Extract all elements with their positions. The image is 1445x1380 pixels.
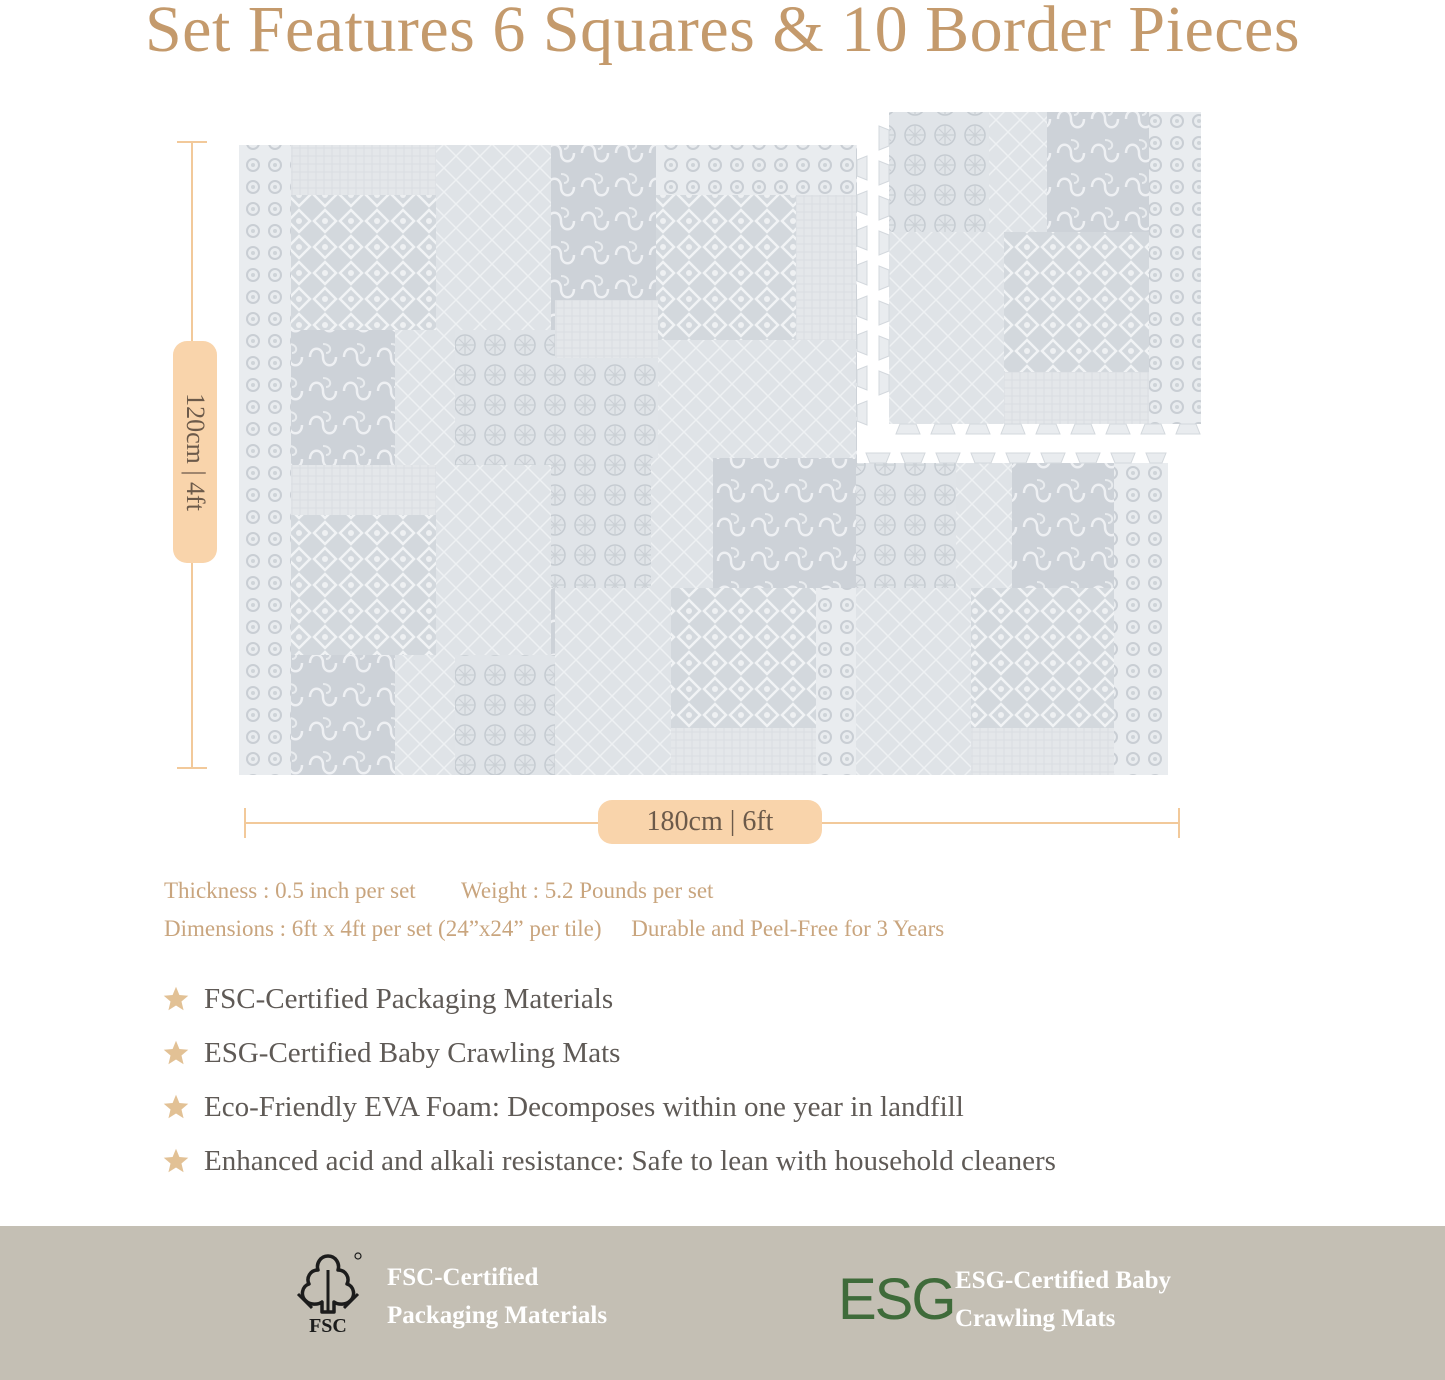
star-icon: [162, 985, 190, 1013]
spec-durability: Durable and Peel-Free for 3 Years: [631, 916, 945, 941]
spec-weight: Weight : 5.2 Pounds per set: [461, 878, 714, 903]
esg-caption-line2: Crawling Mats: [955, 1305, 1116, 1332]
list-item: [162, 1026, 1362, 1080]
star-icon: [162, 1147, 190, 1175]
height-dimension-cap-top: [177, 141, 207, 143]
mat-detached-tile: [879, 112, 1201, 434]
height-label-pill: [173, 341, 217, 563]
feature-list: [162, 972, 1362, 1188]
star-icon: [162, 1093, 190, 1121]
fsc-logo-text: FSC: [309, 1315, 347, 1336]
width-label: 180cm | 6ft: [646, 806, 774, 837]
feature-text: FSC-Certified Packaging Materials: [204, 982, 614, 1015]
mat-main: [239, 145, 857, 775]
spec-thickness: Thickness : 0.5 inch per set: [164, 878, 416, 903]
mat-bottom-right: [856, 453, 1168, 775]
specs-row-1: [164, 878, 753, 904]
spec-dimensions: Dimensions : 6ft x 4ft per set (24”x24” per tile): [164, 916, 602, 941]
feature-text: Eco-Friendly EVA Foam: Decomposes within one year in landfill: [204, 1090, 964, 1123]
specs-row-2: [164, 916, 984, 942]
esg-caption: [955, 1262, 1171, 1338]
list-item: [162, 1080, 1362, 1134]
esg-caption-line1: ESG-Certified Baby: [955, 1267, 1171, 1294]
feature-text: Enhanced acid and alkali resistance: Safe to lean with household cleaners: [204, 1144, 1056, 1177]
height-label: 120cm | 4ft: [181, 393, 210, 511]
fsc-caption-line2: Packaging Materials: [387, 1302, 608, 1329]
width-dimension-cap-right: [1178, 808, 1180, 838]
mat-main-edge-teeth: [857, 156, 867, 425]
star-icon: [162, 1039, 190, 1067]
width-dimension-cap-left: [244, 808, 246, 838]
page-title: Set Features 6 Squares & 10 Border Pieces: [144, 0, 1301, 66]
height-dimension-cap-bottom: [177, 767, 207, 769]
fsc-caption: [387, 1259, 607, 1335]
certification-footer: [0, 1226, 1445, 1380]
fsc-caption-line1: FSC-Certified: [387, 1264, 539, 1291]
list-item: [162, 972, 1362, 1026]
list-item: [162, 1134, 1362, 1188]
fsc-tree-icon: [292, 1250, 364, 1336]
feature-text: ESG-Certified Baby Crawling Mats: [204, 1036, 621, 1069]
width-label-pill: [598, 800, 822, 844]
esg-logo: ESG: [838, 1267, 955, 1332]
